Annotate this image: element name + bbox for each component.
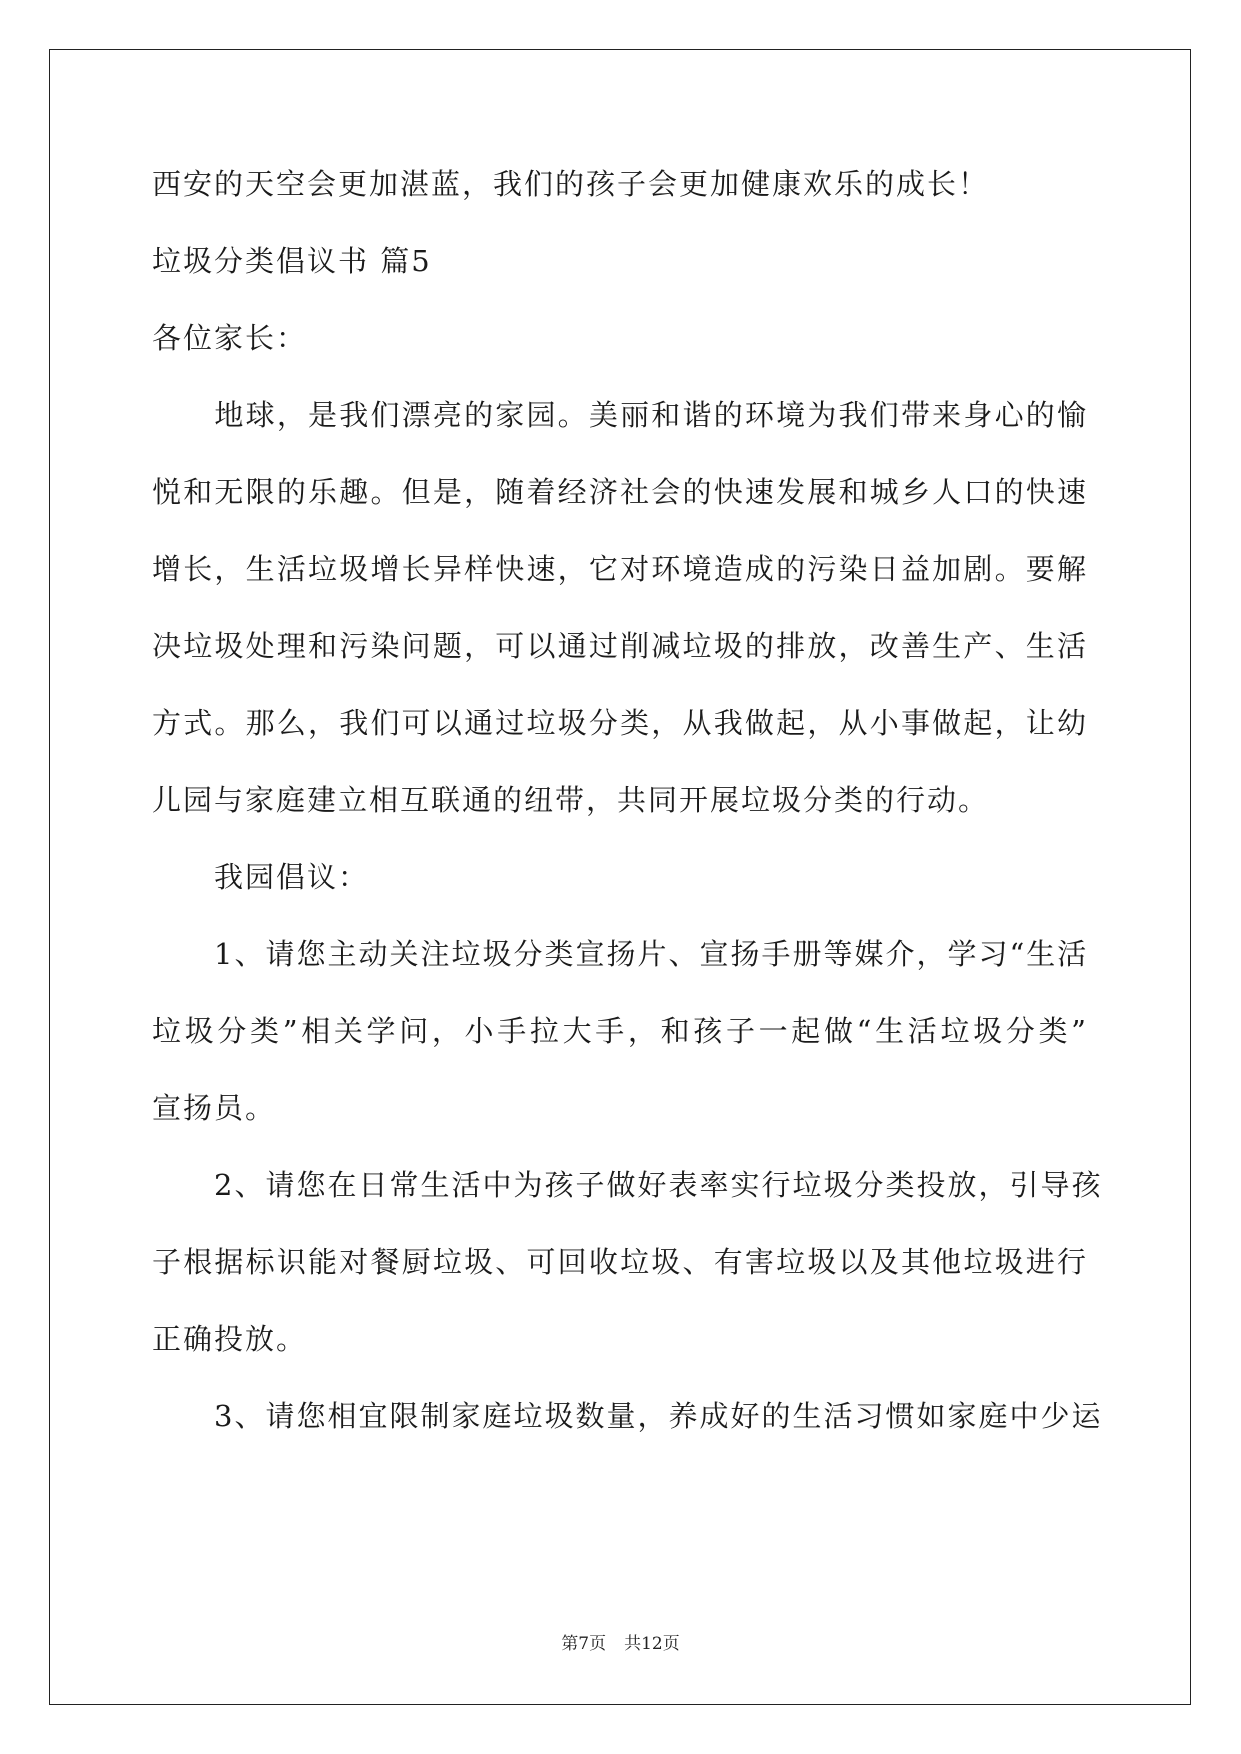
text-line: 方式。那么，我们可以通过垃圾分类，从我做起，从小事做起，让幼	[152, 706, 1088, 740]
page-footer	[0, 1636, 1241, 1653]
text-line: 地球，是我们漂亮的家园。美丽和谐的环境为我们带来身心的愉	[152, 398, 1088, 432]
text-line: 决垃圾处理和污染问题，可以通过削减垃圾的排放，改善生产、生活	[152, 629, 1088, 663]
text-line: 1、请您主动关注垃圾分类宣扬片、宣扬手册等媒介，学习“生活	[152, 937, 1089, 971]
text-line: 西安的天空会更加湛蓝，我们的孩子会更加健康欢乐的成长！	[152, 167, 990, 201]
text-line: 宣扬员。	[152, 1091, 277, 1125]
text-line: 垃圾分类”相关学问，小手拉大手，和孩子一起做“生活垃圾分类”	[152, 1014, 1088, 1048]
text-line: 悦和无限的乐趣。但是，随着经济社会的快速发展和城乡人口的快速	[152, 475, 1088, 509]
page-total: 共12页	[624, 1634, 680, 1654]
text-line: 正确投放。	[152, 1322, 308, 1356]
text-line: 我园倡议：	[152, 860, 370, 894]
page-number: 第7页	[561, 1634, 607, 1654]
text-line: 2、请您在日常生活中为孩子做好表率实行垃圾分类投放，引导孩	[152, 1168, 1103, 1202]
text-line: 3、请您相宜限制家庭垃圾数量，养成好的生活习惯如家庭中少运	[152, 1399, 1103, 1433]
text-line: 儿园与家庭建立相互联通的纽带，共同开展垃圾分类的行动。	[152, 783, 990, 817]
section-heading: 垃圾分类倡议书 篇5	[152, 244, 432, 278]
text-line: 子根据标识能对餐厨垃圾、可回收垃圾、有害垃圾以及其他垃圾进行	[152, 1245, 1088, 1279]
salutation: 各位家长：	[152, 321, 308, 355]
text-line: 增长，生活垃圾增长异样快速，它对环境造成的污染日益加剧。要解	[152, 552, 1088, 586]
